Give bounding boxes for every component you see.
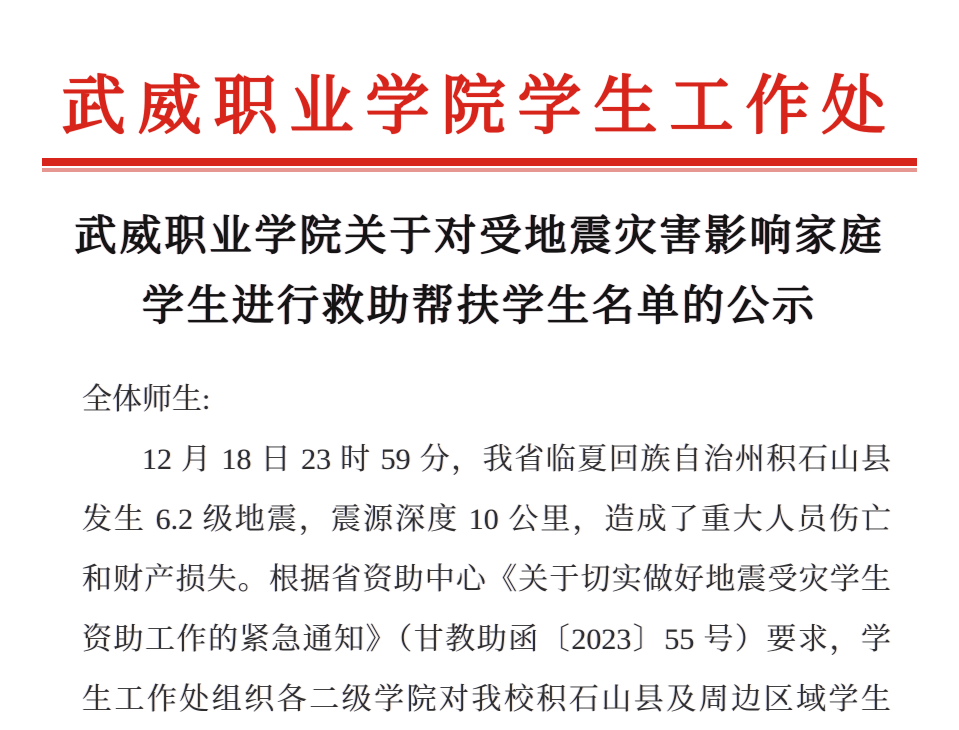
masthead-rules (42, 158, 917, 172)
paragraph-line: 资助工作的紧急通知》（甘教助函〔2023〕55 号）要求，学 (82, 623, 891, 656)
document-body (82, 370, 891, 730)
salutation: 全体师生: (82, 383, 211, 416)
paragraph-line: 生工作处组织各二级学院对我校积石山县及周边区域学生 (82, 683, 891, 716)
red-rule-thick (42, 158, 917, 166)
document-title (0, 202, 959, 342)
red-rule-thin (42, 168, 917, 172)
paragraph-line: 和财产损失。根据省资助中心《关于切实做好地震受灾学生 (82, 563, 891, 596)
masthead-org-title: 武威职业学院学生工作处 (61, 71, 898, 142)
document-title-line-2: 学生进行救助帮扶学生名单的公示 (141, 284, 817, 330)
paragraph-line: 发生 6.2 级地震，震源深度 10 公里，造成了重大人员伤亡 (82, 503, 891, 536)
paragraph-line: 12 月 18 日 23 时 59 分，我省临夏回族自治州积石山县 (142, 443, 891, 476)
document-title-line-1: 武威职业学院关于对受地震灾害影响家庭 (74, 214, 885, 260)
masthead (0, 0, 959, 140)
